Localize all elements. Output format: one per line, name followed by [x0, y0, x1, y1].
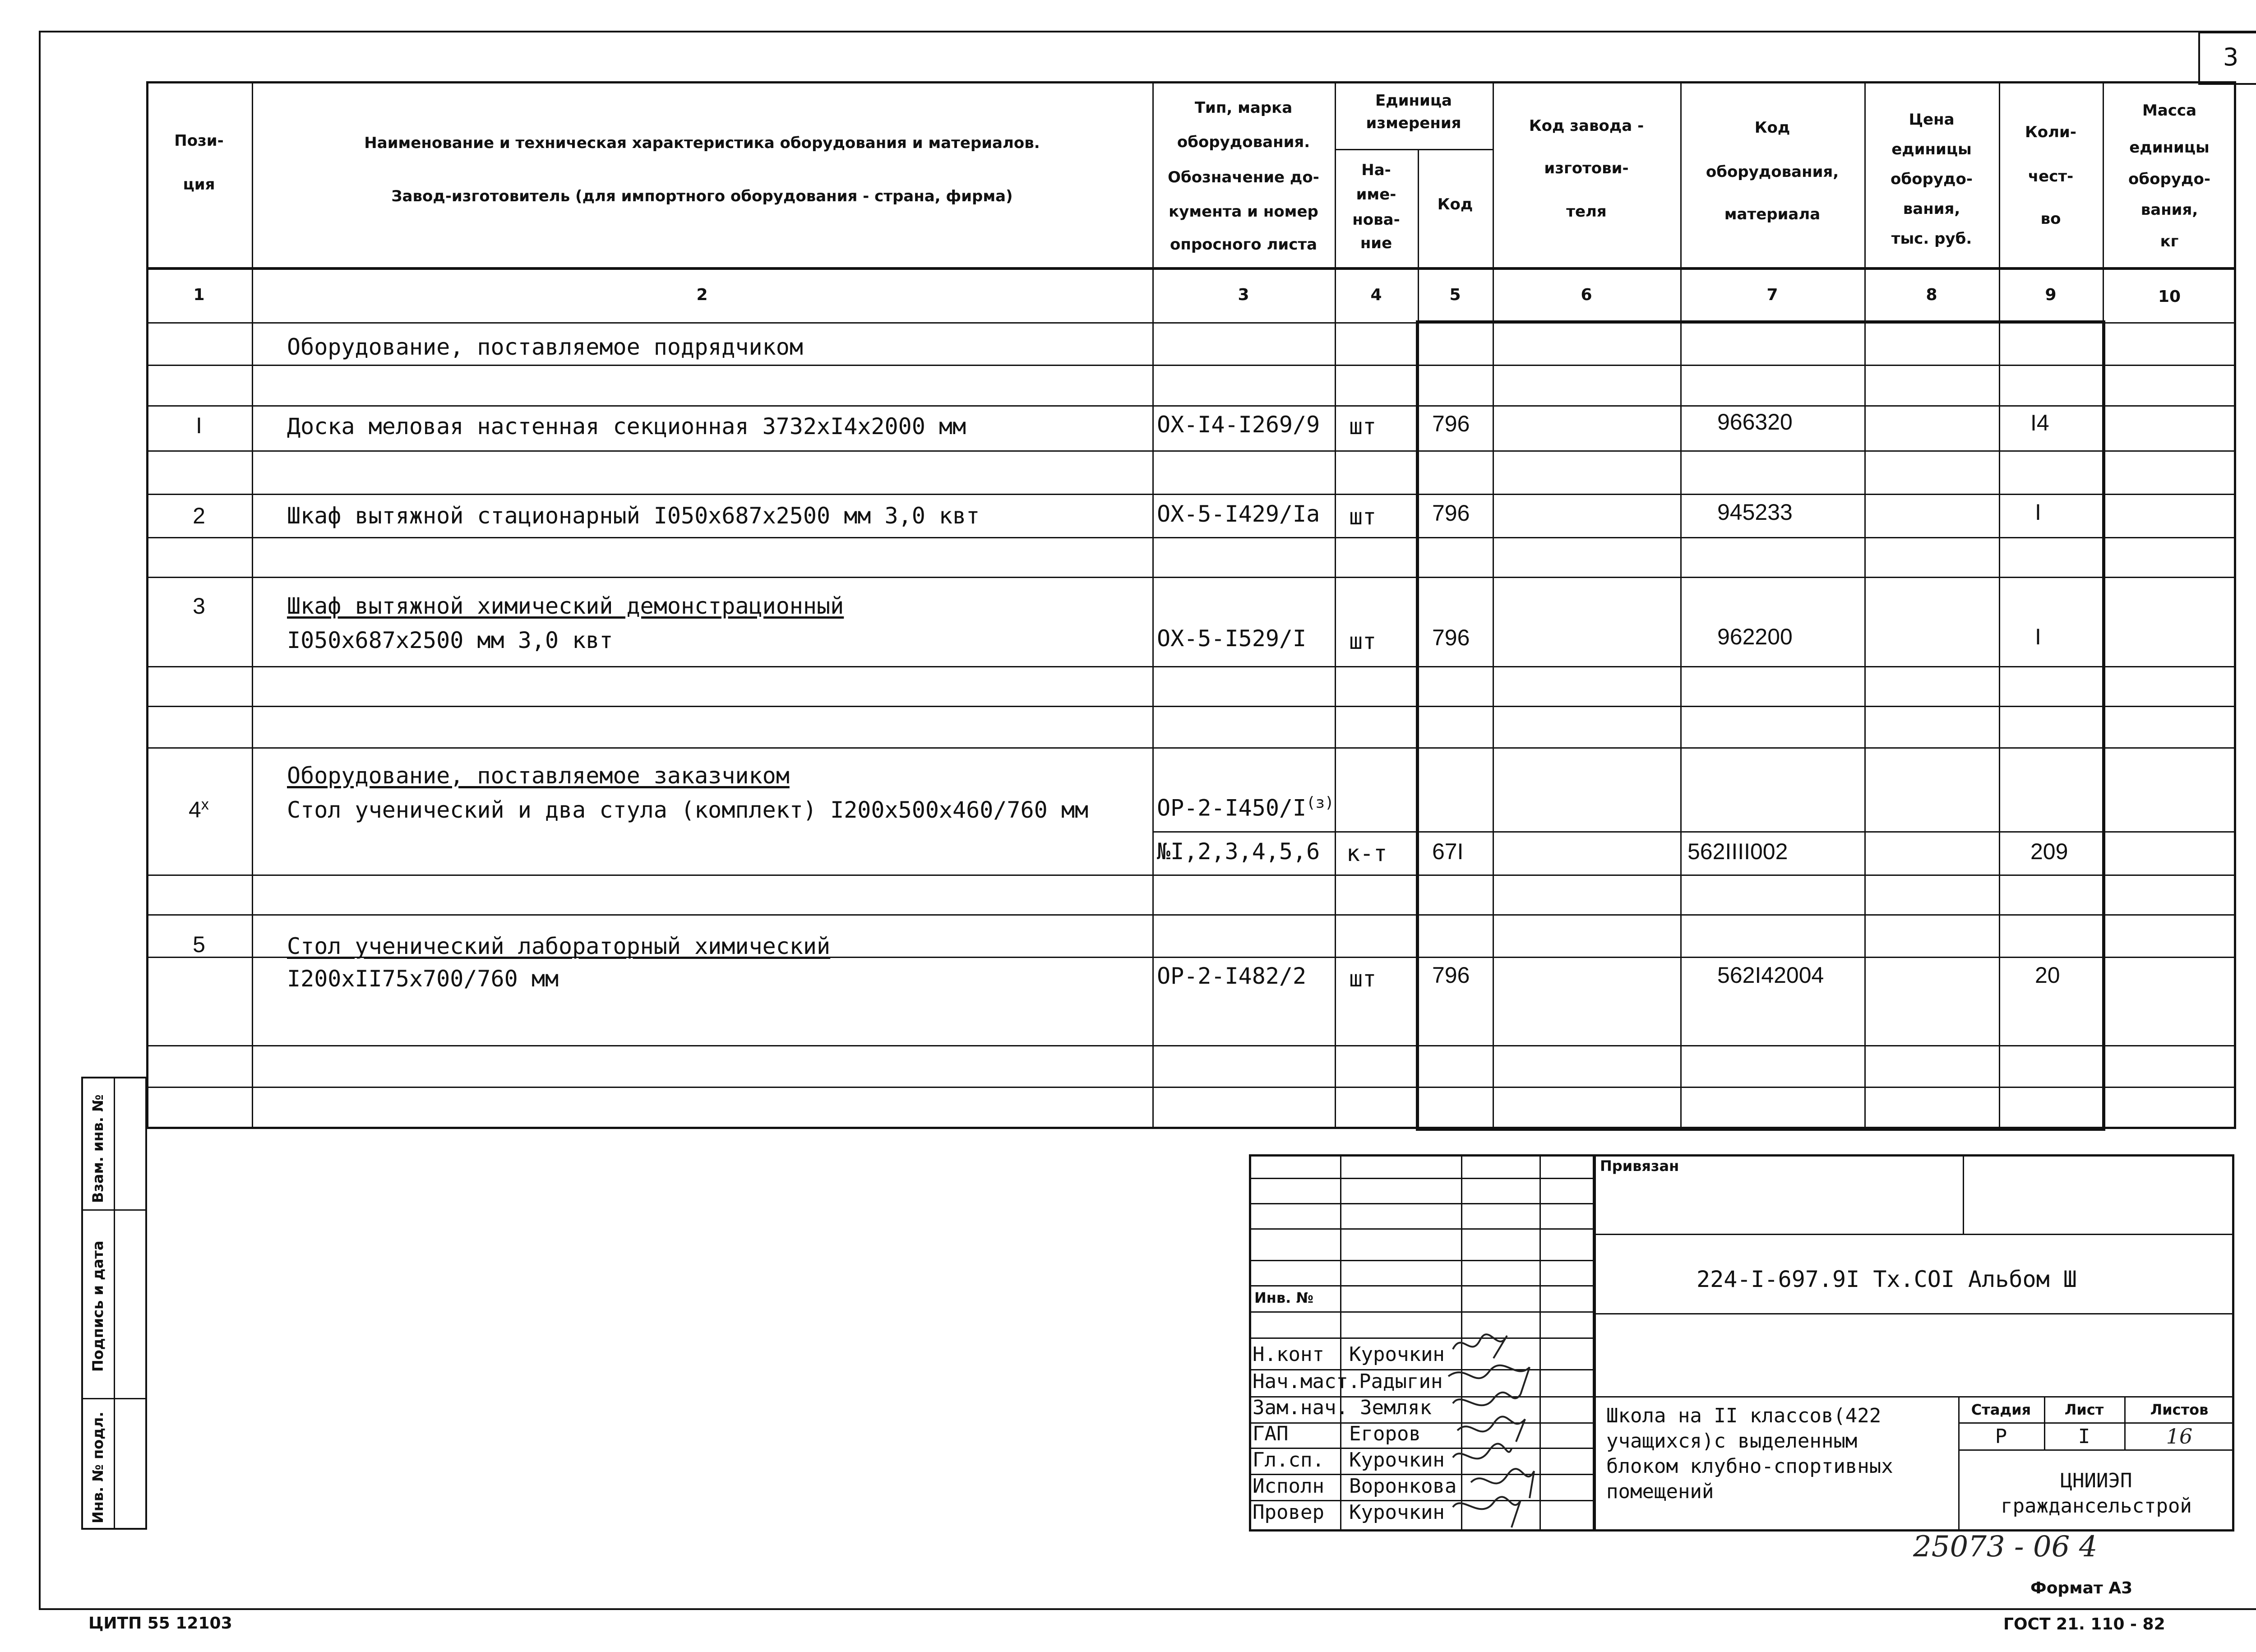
header-price-2: единицы [1891, 140, 1972, 158]
header-unit-1: Единица [1375, 92, 1452, 110]
row2-equip-code: 945233 [1717, 500, 1793, 525]
row4-position [189, 797, 209, 821]
row1-position: I [196, 413, 202, 438]
header-mass-1: Масса [2142, 102, 2197, 120]
stamp-role-5: Гл.сп. [1253, 1448, 1324, 1472]
header-type-1: Тип, марка [1194, 99, 1293, 117]
row1-type: ОХ-I4-I269/9 [1157, 412, 1320, 438]
row2-unit-code: 796 [1432, 500, 1470, 526]
header-unit-code: Код [1437, 195, 1473, 213]
signature-mark [1457, 1416, 1525, 1442]
row3-unit-code: 796 [1432, 625, 1470, 650]
row-line [146, 577, 2236, 578]
row4-qty: 209 [2030, 839, 2068, 864]
row4-type-mark: (з) [1306, 794, 1334, 812]
row5-position: 5 [193, 932, 205, 957]
row5-unit: шт [1349, 966, 1377, 992]
row2-qty: I [2035, 500, 2041, 525]
stamp-role-2: Нач.маст. [1253, 1370, 1360, 1393]
header-type-4: кумента и номер [1169, 203, 1318, 221]
stamp-privyazan-label: Привязан [1600, 1157, 1679, 1175]
stamp-role-3: Зам.нач. [1253, 1396, 1348, 1419]
header-unit-name-4: ние [1360, 234, 1392, 252]
stamp-sheets-value: 16 [2166, 1424, 2193, 1448]
row2-type: ОХ-5-I429/Iа [1157, 501, 1320, 527]
section-contractor-title: Оборудование, поставляемое подрядчиком [287, 334, 803, 360]
row-line [146, 405, 2236, 407]
row4-type [1157, 795, 1334, 819]
row4-type-code: ОР-2-I450/I [1157, 795, 1307, 821]
col-number-1: 1 [193, 286, 205, 304]
format-label: Формат А3 [2030, 1579, 2133, 1597]
header-position-1: Пози- [174, 132, 224, 150]
row2-name: Шкаф вытяжной стационарный I050х687х2500 мм 3,0 квт [287, 503, 980, 529]
row4-type-numbers: №I,2,3,4,5,6 [1157, 838, 1320, 865]
unit-subheader-line [1335, 149, 1493, 150]
header-qty-3: во [2040, 210, 2061, 228]
header-equip-code-1: Код [1754, 119, 1790, 137]
row4-name: Стол ученический и два стула (комплект) I200х500х460/760 мм [287, 797, 1089, 823]
stamp-stage-value: Р [1995, 1425, 2007, 1448]
row-line [146, 1045, 2236, 1046]
col-number-3: 3 [1238, 286, 1249, 304]
stamp-name-1: Курочкин [1349, 1343, 1445, 1366]
stamp-sheet-label: Лист [2064, 1401, 2104, 1418]
signature-mark [1453, 1497, 1521, 1527]
col-number-9: 9 [2045, 286, 2057, 304]
header-bottom-line [146, 267, 2236, 270]
side-strip-divider [114, 1077, 115, 1530]
stamp-org-line1: ЦНИИЭП [2060, 1469, 2132, 1492]
stamp-inv-label: Инв. № [1254, 1289, 1313, 1306]
stamp-role-1: Н.конт [1253, 1343, 1324, 1366]
row5-qty: 20 [2035, 963, 2060, 988]
row4-position-number: 4 [189, 797, 201, 823]
stamp-name-2: Радыгин [1359, 1370, 1443, 1393]
stamp-name-6: Воронкова [1349, 1475, 1457, 1498]
footer-left-code: ЦИТП 55 12103 [88, 1614, 232, 1633]
row-line [146, 914, 2236, 916]
row-line [146, 537, 2236, 538]
header-price-1: Цена [1909, 111, 1955, 129]
handwritten-registration-number: 25073 - 06 4 [1913, 1530, 2098, 1564]
header-mass-2: единицы [2129, 139, 2210, 157]
header-factory-3: теля [1566, 203, 1607, 221]
header-equip-code-3: материала [1724, 205, 1821, 223]
row3-equip-code: 962200 [1717, 624, 1793, 649]
row3-qty: I [2035, 624, 2041, 649]
side-strip-line [81, 1398, 147, 1399]
code-columns-box [1416, 320, 2105, 1131]
header-qty-1: Коли- [2025, 123, 2076, 141]
row2-unit: шт [1349, 504, 1377, 530]
header-type-5: опросного листа [1170, 236, 1318, 254]
stamp-title-line4: помещений [1606, 1480, 1714, 1503]
header-price-4: вания, [1903, 200, 1960, 218]
header-position-2: ция [183, 176, 215, 194]
row-line [146, 747, 2236, 749]
stamp-name-5: Курочкин [1349, 1448, 1445, 1472]
row1-qty: I4 [2030, 410, 2049, 435]
signature-mark [1453, 1444, 1512, 1458]
stamp-privyazan-divider [1963, 1154, 1964, 1234]
header-type-3: Обозначение до- [1168, 168, 1319, 186]
side-label-signature-date: Подпись и дата [89, 1240, 106, 1372]
stamp-row-line [1249, 1228, 1593, 1230]
header-factory-2: изготови- [1544, 159, 1629, 177]
side-strip-line [81, 1209, 147, 1211]
row-line [146, 666, 2236, 667]
col-line-1 [252, 81, 253, 1129]
stamp-line [1593, 1313, 2234, 1314]
stamp-title-line2: учащихся)с выделенным [1606, 1430, 1858, 1453]
stamp-org-line2: граждансельстрой [2001, 1495, 2192, 1518]
col-number-7: 7 [1766, 286, 1778, 304]
signature-mark [1471, 1469, 1534, 1498]
stamp-row-line [1249, 1311, 1593, 1313]
col-number-4: 4 [1370, 286, 1382, 304]
stamp-name-3: Земляк [1360, 1396, 1432, 1419]
row-line [146, 706, 2236, 707]
footer-gost: ГОСТ 21. 110 - 82 [2003, 1615, 2165, 1633]
stamp-row-line [1249, 1203, 1593, 1204]
header-unit-2: измерения [1366, 114, 1461, 132]
header-mass-4: вания, [2140, 201, 2198, 219]
stamp-sheets-label: Листов [2150, 1401, 2209, 1418]
row1-unit: шт [1349, 413, 1377, 440]
row3-unit: шт [1349, 628, 1377, 654]
side-label-original-inv: Инв. № подл. [89, 1411, 106, 1523]
col-number-6: 6 [1581, 286, 1592, 304]
header-unit-name-2: име- [1356, 185, 1396, 204]
col-number-5: 5 [1449, 286, 1461, 304]
stamp-title-line1: Школа на II классов(422 [1606, 1404, 1882, 1427]
row-line [146, 1087, 2236, 1088]
header-type-2: оборудования. [1177, 133, 1310, 151]
row3-position: 3 [193, 593, 205, 619]
row-line [146, 494, 2236, 495]
row-line [146, 450, 2236, 452]
row4-equip-code: 562IIII002 [1687, 839, 1788, 864]
row-line [1152, 831, 2236, 833]
signature-mark [1448, 1365, 1530, 1394]
header-factory-1: Код завода - [1529, 117, 1644, 135]
stamp-role-7: Провер [1253, 1501, 1324, 1524]
row3-name-line2: I050х687х2500 мм 3,0 квт [287, 627, 613, 653]
col-number-8: 8 [1926, 286, 1937, 304]
row4-unit-code: 67I [1432, 839, 1464, 864]
row2-position: 2 [193, 503, 205, 528]
row4-position-mark: х [201, 796, 209, 813]
stamp-role-4: ГАП [1253, 1422, 1289, 1445]
header-price-5: тыс. руб. [1891, 230, 1972, 248]
stamp-line [1958, 1449, 2234, 1451]
header-price-3: оборудо- [1891, 170, 1973, 188]
header-name-1: Наименование и техническая характеристика оборудования и материалов. [364, 134, 1040, 152]
stamp-name-7: Курочкин [1349, 1501, 1445, 1524]
row1-equip-code: 966320 [1717, 409, 1793, 435]
stamp-document-code: 224-I-697.9I Тх.СОI Альбом Ш [1697, 1266, 2077, 1292]
stamp-title-line3: блоком клубно-спортивных [1606, 1455, 1893, 1478]
stamp-name-4: Егоров [1349, 1422, 1421, 1445]
header-qty-2: чест- [2028, 167, 2074, 185]
col-number-10: 10 [2158, 287, 2181, 306]
stamp-sheet-value: I [2078, 1425, 2090, 1448]
row5-name-line1: Стол ученический лабораторный химический [287, 933, 831, 959]
row1-name: Доска меловая настенная секционная 3732хI4х2000 мм [287, 413, 966, 440]
row5-name-line2: I200хII75х700/760 мм [287, 966, 559, 992]
stamp-row-line [1249, 1285, 1593, 1286]
header-equip-code-2: оборудования, [1706, 163, 1839, 181]
row5-equip-code: 562I42004 [1717, 963, 1824, 988]
signature-mark [1453, 1334, 1507, 1358]
stamp-line [1593, 1396, 2234, 1397]
header-unit-name-1: На- [1361, 161, 1391, 179]
stamp-stage-label: Стадия [1971, 1401, 2031, 1418]
stamp-row-line [1249, 1260, 1593, 1261]
row4-unit: к-т [1346, 840, 1387, 866]
stamp-line [1958, 1422, 2234, 1424]
header-mass-5: кг [2160, 232, 2179, 250]
row3-type: ОХ-5-I529/I [1157, 625, 1307, 652]
row-line [146, 875, 2236, 876]
signature-mark [1453, 1393, 1521, 1406]
stamp-row-line [1249, 1178, 1593, 1179]
page-number: 3 [2223, 43, 2239, 71]
row3-name-line1: Шкаф вытяжной химический демонстрационный [287, 593, 844, 619]
section-customer-title: Оборудование, поставляемое заказчиком [287, 763, 790, 789]
stamp-role-6: Исполн [1253, 1475, 1324, 1498]
row5-unit-code: 796 [1432, 963, 1470, 988]
stamp-line [1593, 1234, 2234, 1235]
signatures-svg [1444, 1327, 1561, 1530]
row1-unit-code: 796 [1432, 411, 1470, 436]
row5-type: ОР-2-I482/2 [1157, 963, 1307, 989]
header-mass-3: оборудо- [2128, 170, 2210, 188]
row-line [146, 365, 2236, 366]
stamp-col-line-main [1593, 1154, 1596, 1532]
header-name-2: Завод-изготовитель (для импортного оборудования - страна, фирма) [391, 187, 1013, 205]
header-unit-name-3: нова- [1352, 211, 1400, 229]
col-number-2: 2 [696, 286, 708, 304]
side-label-replaced-inv: Взам. инв. № [89, 1094, 106, 1203]
